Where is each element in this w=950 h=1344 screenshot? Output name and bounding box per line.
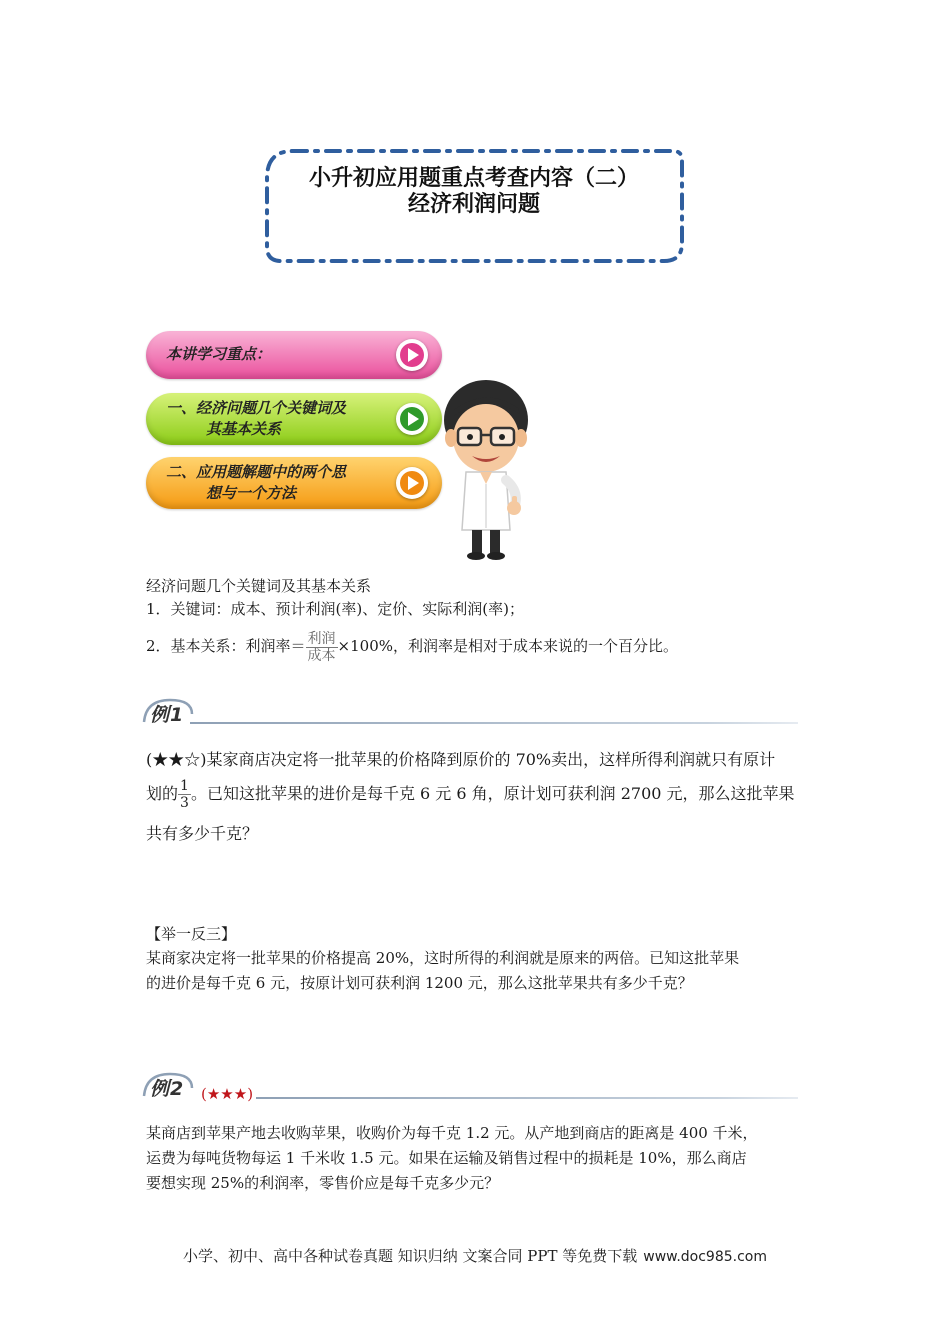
variant-line2: 的进价是每千克 6 元，按原计划可获利润 1200 元，那么这批苹果共有多少千克？ bbox=[146, 974, 693, 992]
example-badge: 例2 bbox=[150, 1078, 185, 1100]
fraction-denominator: 3 bbox=[180, 795, 189, 811]
page-title-line1: 小升初应用题重点考查内容（二） bbox=[308, 166, 639, 191]
section-heading: 经济问题几个关键词及其基本关系 bbox=[146, 577, 372, 595]
footer-text: 小学、初中、高中各种试卷真题 知识归纳 文案合同 PPT 等免费下载 bbox=[182, 1247, 638, 1265]
fraction-numerator: 1 bbox=[180, 778, 189, 794]
example-badge-swoosh bbox=[140, 1070, 200, 1102]
fraction-numerator: 利润 bbox=[307, 630, 336, 647]
example1-line2-suffix: 。已知这批苹果的进价是每千克 6 元 6 角，原计划可获利润 2700 元，那么这批苹果 bbox=[190, 784, 795, 803]
example1-line2-prefix: 划的 bbox=[146, 784, 179, 803]
example-divider bbox=[256, 1097, 798, 1099]
focus-pill-item-2[interactable] bbox=[146, 457, 442, 509]
play-icon bbox=[396, 339, 428, 371]
difficulty-stars: (★★★) bbox=[201, 1085, 254, 1103]
relation-prefix: 2．基本关系：利润率＝ bbox=[146, 637, 306, 655]
example2-line3: 要想实现 25%的利润率，零售价应是每千克多少元？ bbox=[146, 1174, 500, 1192]
play-button[interactable] bbox=[396, 467, 428, 499]
relation-item bbox=[146, 624, 678, 668]
keyword-item: 1．关键词：成本、预计利润(率)、定价、实际利润(率)； bbox=[146, 600, 524, 618]
focus-pill-header[interactable] bbox=[146, 331, 442, 379]
teacher-cartoon-illustration bbox=[436, 380, 536, 562]
focus-pill-item-1[interactable] bbox=[146, 393, 442, 445]
play-icon bbox=[396, 403, 428, 435]
play-icon bbox=[396, 467, 428, 499]
example2-line2: 运费为每吨货物每运 1 千米收 1.5 元。如果在运输及销售过程中的损耗是 10%，那么商店 bbox=[146, 1149, 747, 1167]
footer-site-link[interactable]: www.doc985.com bbox=[643, 1249, 767, 1265]
focus-pill-label: 二、应用题解题中的两个思 bbox=[166, 463, 347, 481]
title-frame bbox=[263, 148, 685, 264]
focus-pill-label-cont: 想与一个方法 bbox=[206, 484, 297, 502]
play-button[interactable] bbox=[396, 339, 428, 371]
play-button[interactable] bbox=[396, 403, 428, 435]
focus-pill-label: 一、经济问题几个关键词及 bbox=[166, 399, 347, 417]
page-footer bbox=[0, 1245, 950, 1266]
fraction-denominator: 成本 bbox=[307, 647, 336, 664]
example1-line1: (★★☆)某家商店决定将一批苹果的价格降到原价的 70%卖出，这样所得利润就只有原计 bbox=[146, 750, 776, 769]
page-title-line2: 经济利润问题 bbox=[407, 192, 540, 217]
example-divider bbox=[190, 722, 798, 724]
example-badge: 例1 bbox=[150, 704, 185, 726]
relation-suffix: ×100%，利润率是相对于成本来说的一个百分比。 bbox=[337, 637, 679, 655]
variant-heading: 【举一反三】 bbox=[146, 925, 237, 943]
example2-line1: 某商店到苹果产地去收购苹果，收购价为每千克 1.2 元。从产地到商店的距离是 400 千米， bbox=[146, 1124, 758, 1142]
focus-pill-label: 本讲学习重点： bbox=[166, 345, 272, 363]
one-third-fraction bbox=[178, 778, 191, 811]
variant-line1: 某商家决定将一批苹果的价格提高 20%，这时所得的利润就是原来的两倍。已知这批苹果 bbox=[146, 949, 740, 967]
example1-line2 bbox=[146, 774, 795, 814]
profit-rate-fraction bbox=[306, 631, 338, 664]
example1-line3: 共有多少千克？ bbox=[146, 824, 259, 843]
focus-pill-label-cont: 其基本关系 bbox=[206, 420, 282, 438]
